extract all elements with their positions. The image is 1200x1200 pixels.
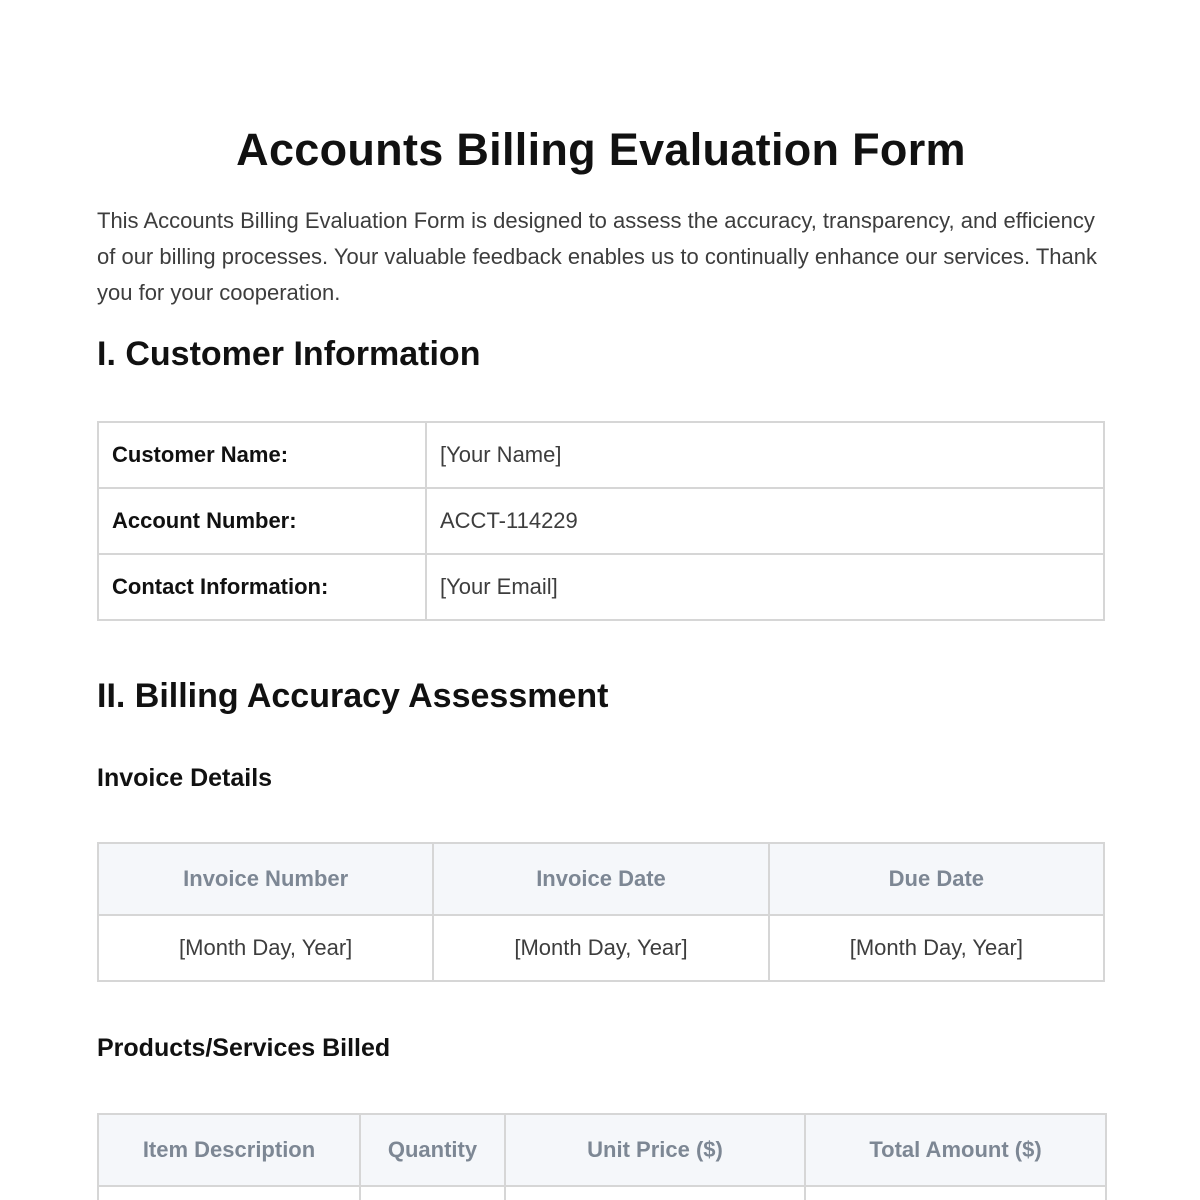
table-header-row [98, 1114, 1106, 1186]
table-cell [505, 1186, 805, 1200]
invoice-details-table [97, 842, 1105, 982]
intro-paragraph: This Accounts Billing Evaluation Form is designed to assess the accuracy, transparency, and efficiency of our billing processes. Your valuable feedback enables us to continually enhance our services. Thank you for your cooperation. [97, 208, 1098, 305]
table-cell [805, 1186, 1106, 1200]
invoice-date-cell: [Month Day, Year] [433, 915, 768, 981]
table-row [98, 422, 1104, 488]
invoice-number-cell: [Month Day, Year] [98, 915, 433, 981]
column-header-due-date: Due Date [769, 843, 1104, 915]
table-row [98, 915, 1104, 981]
subheading-products-services-billed: Products/Services Billed [97, 1034, 391, 1062]
column-header-quantity: Quantity [360, 1114, 505, 1186]
table-row [98, 1186, 1106, 1200]
table-row [98, 554, 1104, 620]
section-heading-customer-information: I. Customer Information [97, 335, 481, 373]
customer-name-label: Customer Name: [98, 422, 426, 488]
column-header-item-description: Item Description [98, 1114, 360, 1186]
contact-information-value: [Your Email] [426, 554, 1104, 620]
products-services-table [97, 1113, 1107, 1200]
account-number-label: Account Number: [98, 488, 426, 554]
table-header-row [98, 843, 1104, 915]
column-header-invoice-date: Invoice Date [433, 843, 768, 915]
account-number-value: ACCT-114229 [426, 488, 1104, 554]
page-title: Accounts Billing Evaluation Form [236, 124, 966, 175]
due-date-cell: [Month Day, Year] [769, 915, 1104, 981]
table-cell [360, 1186, 505, 1200]
column-header-invoice-number: Invoice Number [98, 843, 433, 915]
subheading-invoice-details: Invoice Details [97, 764, 273, 792]
customer-name-value: [Your Name] [426, 422, 1104, 488]
section-heading-billing-accuracy: II. Billing Accuracy Assessment [97, 677, 609, 715]
column-header-total-amount: Total Amount ($) [805, 1114, 1106, 1186]
contact-information-label: Contact Information: [98, 554, 426, 620]
table-cell [98, 1186, 360, 1200]
table-row [98, 488, 1104, 554]
column-header-unit-price: Unit Price ($) [505, 1114, 805, 1186]
customer-info-table [97, 421, 1105, 621]
